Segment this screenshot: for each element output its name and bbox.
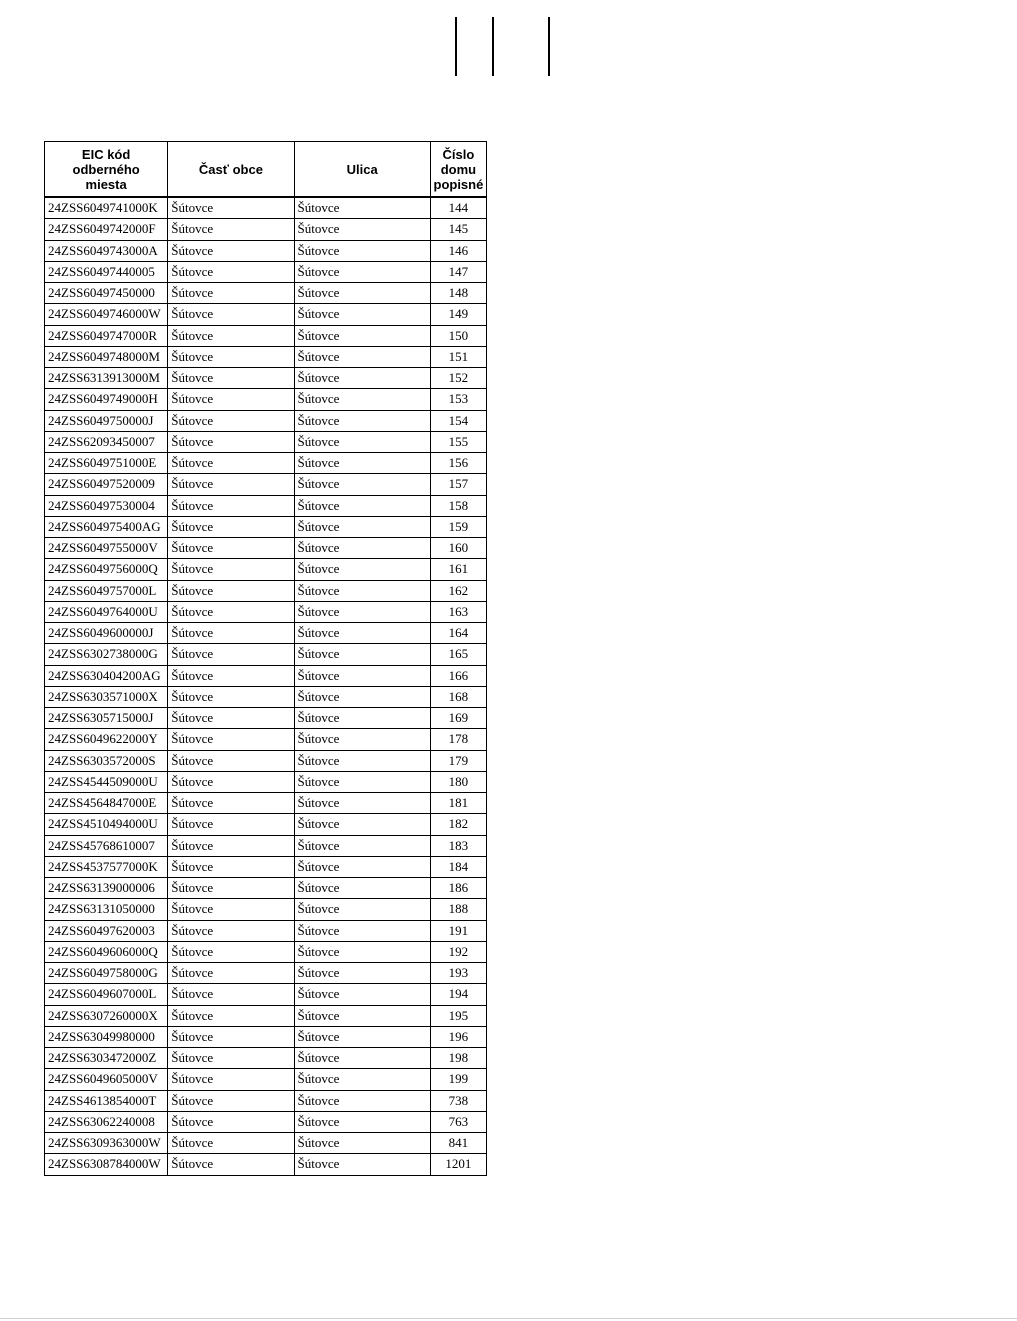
part-cell: Šútovce — [168, 516, 294, 537]
house-number-cell: 184 — [430, 856, 486, 877]
house-number-cell: 151 — [430, 346, 486, 367]
part-cell: Šútovce — [168, 1048, 294, 1069]
street-cell: Šútovce — [294, 601, 430, 622]
part-cell: Šútovce — [168, 410, 294, 431]
eic-code-cell: 24ZSS6049755000V — [45, 538, 168, 559]
header-part: Časť obce — [168, 142, 294, 198]
street-cell: Šútovce — [294, 814, 430, 835]
street-cell: Šútovce — [294, 963, 430, 984]
eic-code-cell: 24ZSS62093450007 — [45, 431, 168, 452]
part-cell: Šútovce — [168, 1026, 294, 1047]
street-cell: Šútovce — [294, 368, 430, 389]
house-number-cell: 181 — [430, 793, 486, 814]
eic-code-cell: 24ZSS63062240008 — [45, 1111, 168, 1132]
part-cell: Šútovce — [168, 1090, 294, 1111]
table-row — [45, 538, 487, 559]
eic-code-cell: 24ZSS4613854000T — [45, 1090, 168, 1111]
street-cell: Šútovce — [294, 240, 430, 261]
street-cell: Šútovce — [294, 1111, 430, 1132]
part-cell: Šútovce — [168, 835, 294, 856]
house-number-cell: 157 — [430, 474, 486, 495]
table-row — [45, 601, 487, 622]
table-row — [45, 963, 487, 984]
street-cell: Šútovce — [294, 1133, 430, 1154]
part-cell: Šútovce — [168, 325, 294, 346]
part-cell: Šútovce — [168, 1005, 294, 1026]
house-number-cell: 186 — [430, 878, 486, 899]
vertical-bar-mark — [492, 17, 494, 76]
eic-code-cell: 24ZSS6305715000J — [45, 708, 168, 729]
header-eic-code: EIC kód odberného miesta — [45, 142, 168, 198]
house-number-cell: 191 — [430, 920, 486, 941]
house-number-cell: 738 — [430, 1090, 486, 1111]
eic-code-cell: 24ZSS6049622000Y — [45, 729, 168, 750]
street-cell: Šútovce — [294, 410, 430, 431]
eic-code-cell: 24ZSS63139000006 — [45, 878, 168, 899]
part-cell: Šútovce — [168, 368, 294, 389]
eic-code-cell: 24ZSS6049600000J — [45, 623, 168, 644]
street-cell: Šútovce — [294, 920, 430, 941]
eic-code-cell: 24ZSS6049758000G — [45, 963, 168, 984]
street-cell: Šútovce — [294, 708, 430, 729]
eic-code-cell: 24ZSS4544509000U — [45, 771, 168, 792]
house-number-cell: 180 — [430, 771, 486, 792]
table-row — [45, 941, 487, 962]
part-cell: Šútovce — [168, 1154, 294, 1175]
eic-code-cell: 24ZSS6307260000X — [45, 1005, 168, 1026]
part-cell: Šútovce — [168, 495, 294, 516]
street-cell: Šútovce — [294, 431, 430, 452]
house-number-cell: 153 — [430, 389, 486, 410]
table-row — [45, 920, 487, 941]
house-number-cell: 763 — [430, 1111, 486, 1132]
street-cell: Šútovce — [294, 750, 430, 771]
street-cell: Šútovce — [294, 389, 430, 410]
part-cell: Šútovce — [168, 984, 294, 1005]
house-number-cell: 198 — [430, 1048, 486, 1069]
table-row — [45, 835, 487, 856]
eic-code-cell: 24ZSS6049751000E — [45, 453, 168, 474]
street-cell: Šútovce — [294, 644, 430, 665]
eic-table-header — [45, 142, 487, 198]
eic-code-cell: 24ZSS6049757000L — [45, 580, 168, 601]
house-number-cell: 152 — [430, 368, 486, 389]
table-row — [45, 1005, 487, 1026]
part-cell: Šútovce — [168, 729, 294, 750]
part-cell: Šútovce — [168, 1069, 294, 1090]
page-bottom-rule — [0, 1318, 1017, 1319]
part-cell: Šútovce — [168, 261, 294, 282]
table-row — [45, 304, 487, 325]
part-cell: Šútovce — [168, 1111, 294, 1132]
eic-code-cell: 24ZSS6303571000X — [45, 686, 168, 707]
part-cell: Šútovce — [168, 1133, 294, 1154]
table-row — [45, 580, 487, 601]
part-cell: Šútovce — [168, 644, 294, 665]
eic-code-cell: 24ZSS604975400AG — [45, 516, 168, 537]
street-cell: Šútovce — [294, 665, 430, 686]
street-cell: Šútovce — [294, 580, 430, 601]
table-row — [45, 729, 487, 750]
house-number-cell: 149 — [430, 304, 486, 325]
eic-code-cell: 24ZSS6049756000Q — [45, 559, 168, 580]
house-number-cell: 194 — [430, 984, 486, 1005]
street-cell: Šútovce — [294, 1048, 430, 1069]
part-cell: Šútovce — [168, 346, 294, 367]
street-cell: Šútovce — [294, 346, 430, 367]
street-cell: Šútovce — [294, 219, 430, 240]
eic-code-cell: 24ZSS60497450000 — [45, 283, 168, 304]
eic-code-cell: 24ZSS63049980000 — [45, 1026, 168, 1047]
house-number-cell: 182 — [430, 814, 486, 835]
part-cell: Šútovce — [168, 453, 294, 474]
street-cell: Šútovce — [294, 1005, 430, 1026]
part-cell: Šútovce — [168, 665, 294, 686]
street-cell: Šútovce — [294, 474, 430, 495]
eic-code-cell: 24ZSS6049606000Q — [45, 941, 168, 962]
house-number-cell: 147 — [430, 261, 486, 282]
house-number-cell: 168 — [430, 686, 486, 707]
house-number-cell: 192 — [430, 941, 486, 962]
table-row — [45, 1048, 487, 1069]
table-row — [45, 984, 487, 1005]
house-number-cell: 150 — [430, 325, 486, 346]
part-cell: Šútovce — [168, 856, 294, 877]
table-row — [45, 1026, 487, 1047]
table-row — [45, 474, 487, 495]
house-number-cell: 161 — [430, 559, 486, 580]
part-cell: Šútovce — [168, 219, 294, 240]
street-cell: Šútovce — [294, 516, 430, 537]
eic-code-cell: 24ZSS6049750000J — [45, 410, 168, 431]
part-cell: Šútovce — [168, 474, 294, 495]
eic-code-cell: 24ZSS4510494000U — [45, 814, 168, 835]
eic-code-cell: 24ZSS6303572000S — [45, 750, 168, 771]
street-cell: Šútovce — [294, 304, 430, 325]
table-row — [45, 1069, 487, 1090]
house-number-cell: 183 — [430, 835, 486, 856]
house-number-cell: 162 — [430, 580, 486, 601]
street-cell: Šútovce — [294, 729, 430, 750]
eic-code-cell: 24ZSS6302738000G — [45, 644, 168, 665]
eic-code-cell: 24ZSS60497530004 — [45, 495, 168, 516]
table-row — [45, 431, 487, 452]
header-street: Ulica — [294, 142, 430, 198]
house-number-cell: 193 — [430, 963, 486, 984]
table-row — [45, 856, 487, 877]
part-cell: Šútovce — [168, 878, 294, 899]
eic-code-cell: 24ZSS6049746000W — [45, 304, 168, 325]
house-number-cell: 179 — [430, 750, 486, 771]
house-number-cell: 160 — [430, 538, 486, 559]
table-row — [45, 1154, 487, 1175]
table-row — [45, 346, 487, 367]
eic-code-cell: 24ZSS6049748000M — [45, 346, 168, 367]
table-row — [45, 453, 487, 474]
eic-code-cell: 24ZSS6308784000W — [45, 1154, 168, 1175]
part-cell: Šútovce — [168, 899, 294, 920]
part-cell: Šútovce — [168, 686, 294, 707]
street-cell: Šútovce — [294, 1154, 430, 1175]
table-row — [45, 261, 487, 282]
table-row — [45, 771, 487, 792]
part-cell: Šútovce — [168, 601, 294, 622]
house-number-cell: 148 — [430, 283, 486, 304]
eic-code-cell: 24ZSS6049607000L — [45, 984, 168, 1005]
part-cell: Šútovce — [168, 304, 294, 325]
street-cell: Šútovce — [294, 559, 430, 580]
table-row — [45, 219, 487, 240]
eic-code-cell: 24ZSS6049741000K — [45, 197, 168, 219]
table-row — [45, 283, 487, 304]
table-row — [45, 197, 487, 219]
vertical-bar-mark — [548, 17, 550, 76]
house-number-cell: 199 — [430, 1069, 486, 1090]
eic-code-cell: 24ZSS4537577000K — [45, 856, 168, 877]
house-number-cell: 159 — [430, 516, 486, 537]
house-number-cell: 178 — [430, 729, 486, 750]
part-cell: Šútovce — [168, 771, 294, 792]
street-cell: Šútovce — [294, 623, 430, 644]
house-number-cell: 841 — [430, 1133, 486, 1154]
house-number-cell: 195 — [430, 1005, 486, 1026]
street-cell: Šútovce — [294, 197, 430, 219]
house-number-cell: 166 — [430, 665, 486, 686]
part-cell: Šútovce — [168, 283, 294, 304]
eic-code-cell: 24ZSS6049747000R — [45, 325, 168, 346]
table-row — [45, 516, 487, 537]
house-number-cell: 156 — [430, 453, 486, 474]
table-row — [45, 389, 487, 410]
header-house-number: Číslo domu popisné — [430, 142, 486, 198]
part-cell: Šútovce — [168, 623, 294, 644]
street-cell: Šútovce — [294, 261, 430, 282]
vertical-bar-mark — [455, 17, 457, 76]
eic-table-body — [45, 197, 487, 1175]
eic-code-cell: 24ZSS60497520009 — [45, 474, 168, 495]
street-cell: Šútovce — [294, 453, 430, 474]
street-cell: Šútovce — [294, 686, 430, 707]
part-cell: Šútovce — [168, 708, 294, 729]
street-cell: Šútovce — [294, 1026, 430, 1047]
eic-code-cell: 24ZSS60497440005 — [45, 261, 168, 282]
eic-code-cell: 24ZSS6309363000W — [45, 1133, 168, 1154]
table-row — [45, 623, 487, 644]
house-number-cell: 146 — [430, 240, 486, 261]
table-row — [45, 708, 487, 729]
street-cell: Šútovce — [294, 538, 430, 559]
eic-code-cell: 24ZSS63131050000 — [45, 899, 168, 920]
table-row — [45, 240, 487, 261]
street-cell: Šútovce — [294, 283, 430, 304]
street-cell: Šútovce — [294, 856, 430, 877]
eic-code-cell: 24ZSS6049742000F — [45, 219, 168, 240]
part-cell: Šútovce — [168, 389, 294, 410]
house-number-cell: 196 — [430, 1026, 486, 1047]
table-row — [45, 1111, 487, 1132]
part-cell: Šútovce — [168, 793, 294, 814]
house-number-cell: 145 — [430, 219, 486, 240]
house-number-cell: 1201 — [430, 1154, 486, 1175]
street-cell: Šútovce — [294, 1090, 430, 1111]
house-number-cell: 169 — [430, 708, 486, 729]
part-cell: Šútovce — [168, 559, 294, 580]
table-row — [45, 368, 487, 389]
street-cell: Šútovce — [294, 984, 430, 1005]
part-cell: Šútovce — [168, 197, 294, 219]
eic-code-cell: 24ZSS630404200AG — [45, 665, 168, 686]
part-cell: Šútovce — [168, 920, 294, 941]
house-number-cell: 144 — [430, 197, 486, 219]
street-cell: Šútovce — [294, 835, 430, 856]
house-number-cell: 154 — [430, 410, 486, 431]
eic-code-cell: 24ZSS6049605000V — [45, 1069, 168, 1090]
table-row — [45, 495, 487, 516]
street-cell: Šútovce — [294, 793, 430, 814]
eic-code-cell: 24ZSS6049749000H — [45, 389, 168, 410]
table-row — [45, 665, 487, 686]
eic-code-cell: 24ZSS6049743000A — [45, 240, 168, 261]
table-row — [45, 559, 487, 580]
eic-code-cell: 24ZSS6303472000Z — [45, 1048, 168, 1069]
street-cell: Šútovce — [294, 325, 430, 346]
street-cell: Šútovce — [294, 771, 430, 792]
house-number-cell: 163 — [430, 601, 486, 622]
house-number-cell: 164 — [430, 623, 486, 644]
part-cell: Šútovce — [168, 240, 294, 261]
street-cell: Šútovce — [294, 495, 430, 516]
eic-table — [44, 141, 487, 1176]
eic-code-cell: 24ZSS6313913000M — [45, 368, 168, 389]
street-cell: Šútovce — [294, 899, 430, 920]
street-cell: Šútovce — [294, 878, 430, 899]
table-row — [45, 644, 487, 665]
table-row — [45, 325, 487, 346]
house-number-cell: 165 — [430, 644, 486, 665]
table-row — [45, 1090, 487, 1111]
house-number-cell: 155 — [430, 431, 486, 452]
house-number-cell: 188 — [430, 899, 486, 920]
table-row — [45, 410, 487, 431]
eic-code-cell: 24ZSS60497620003 — [45, 920, 168, 941]
part-cell: Šútovce — [168, 431, 294, 452]
part-cell: Šútovce — [168, 963, 294, 984]
table-row — [45, 686, 487, 707]
table-row — [45, 793, 487, 814]
table-row — [45, 899, 487, 920]
table-row — [45, 750, 487, 771]
eic-code-cell: 24ZSS4564847000E — [45, 793, 168, 814]
part-cell: Šútovce — [168, 814, 294, 835]
table-row — [45, 1133, 487, 1154]
part-cell: Šútovce — [168, 941, 294, 962]
part-cell: Šútovce — [168, 580, 294, 601]
eic-code-cell: 24ZSS45768610007 — [45, 835, 168, 856]
part-cell: Šútovce — [168, 538, 294, 559]
house-number-cell: 158 — [430, 495, 486, 516]
part-cell: Šútovce — [168, 750, 294, 771]
table-row — [45, 814, 487, 835]
eic-code-cell: 24ZSS6049764000U — [45, 601, 168, 622]
street-cell: Šútovce — [294, 1069, 430, 1090]
table-row — [45, 878, 487, 899]
street-cell: Šútovce — [294, 941, 430, 962]
